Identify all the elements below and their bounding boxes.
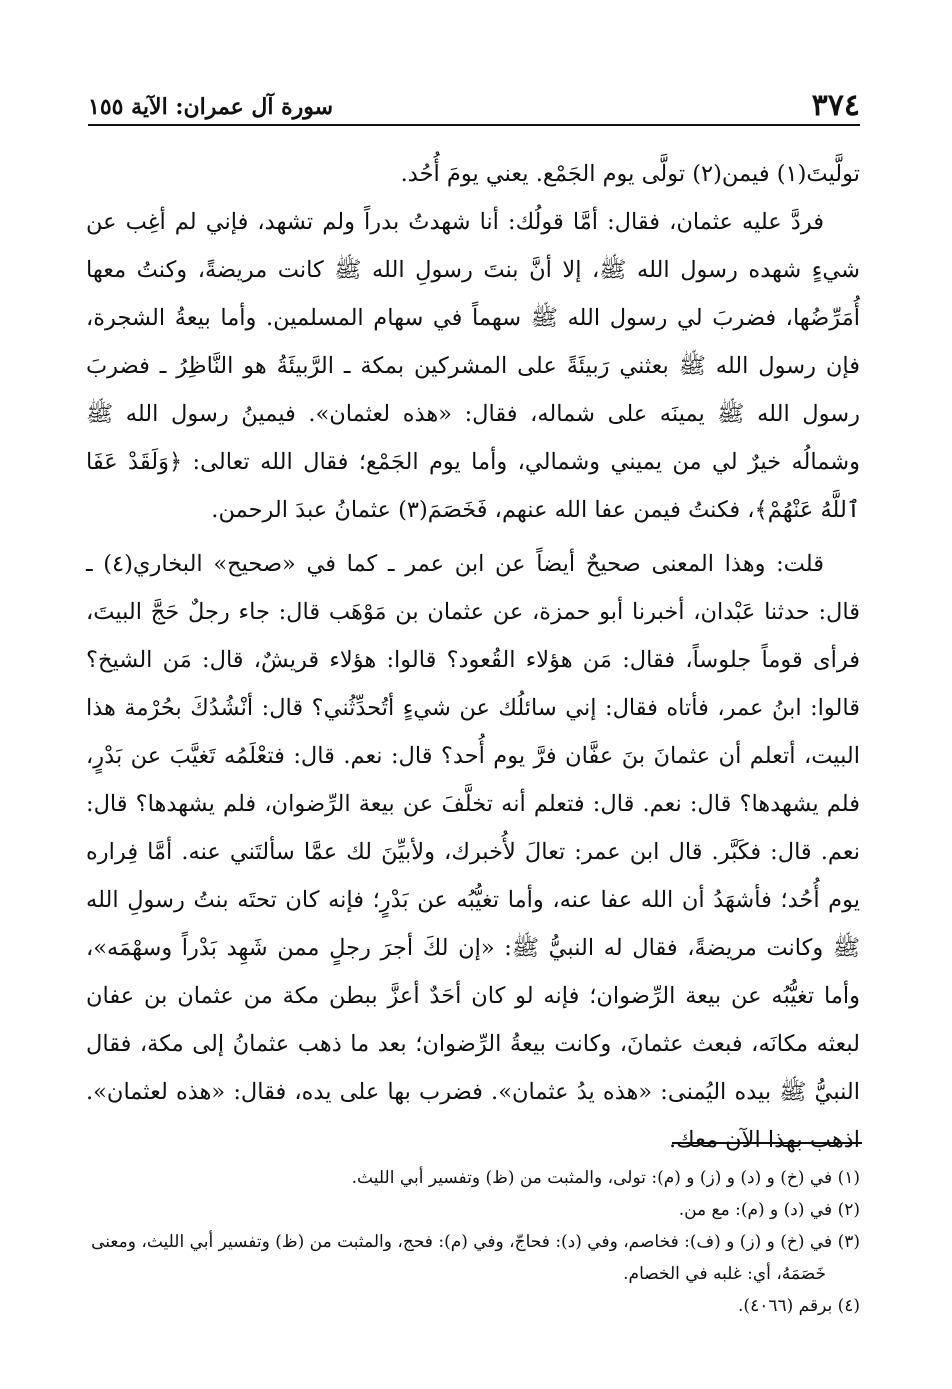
paragraph-2: فردَّ عليه عثمان، فقال: أمَّا قولُك: أنا شهدتُ بدراً ولم تشهد، فإني لم أغِب عن شيءٍ شهده رسول الله ﷺ، إلا أنَّ بنتَ رسولِ الله ﷺ كانت مريضةً، وكنتُ معها أُمَرِّضُها، فضربَ لي رسول الله ﷺ سهماً في سهام المسلمين. وأما بيعةُ الشجرة، فإن رسول الله ﷺ بعثني رَبيئَةً على المشركين بمكة ـ الرَّبيئَةُ هو النَّاظِرُ ـ فضربَ رسول الله ﷺ يمينَه على شماله، فقال: «هذه لعثمان». فيمينُ رسول الله ﷺ وشمالُه خيرٌ لي من يميني وشمالي، وأما يوم الجَمْع؛ فقال الله تعالى: ﴿وَلَقَدْ عَفَا ٱللَّهُ عَنْهُمْ﴾، فكنتُ فيمن عفا الله عنهم، فَخَصَمَ(٣) عثمانُ عبدَ الرحمن.	[86, 209, 860, 523]
footnote-3: (٣) في (خ) و (ز) و (ف): فخاصم، وفي (د): فحاجّ، وفي (م): فحج، والمثبت من (ظ) وتفسير أبي الليث، ومعنى خَصَمَهُ، أي: غلبه في الخصام.	[91, 1232, 860, 1284]
paragraph-1: تولَّيتَ(١) فيمن(٢) تولَّى يوم الجَمْع. يعني يومَ أُحُد.	[400, 161, 860, 187]
running-title: سورة آل عمران: الآية ١٥٥	[88, 94, 334, 120]
header-rule	[88, 124, 860, 126]
paragraph-3: قلت: وهذا المعنى صحيحٌ أيضاً عن ابن عمر ـ كما في «صحيح» البخاري(٤) ـ قال: حدثنا عَبْدان، أخبرنا أبو حمزة، عن عثمان بن مَوْهَب قال: جاء رجلٌ حَجَّ البيتَ، فرأى قوماً جلوساً، فقال: مَن هؤلاء القُعود؟ قالوا: هؤلاء قريشٌ، قال: مَن الشيخ؟ قالوا: ابنُ عمر، فأتاه فقال: إني سائلُك عن شيءٍ أتُحدِّثُني؟ قال: أنْشُدُكَ بحُرْمة هذا البيت، أتعلم أن عثمانَ بنَ عفَّان فرَّ يوم أُحد؟ قال: نعم. قال: فتعْلَمُه تَغيَّبَ عن بَدْرٍ، فلم يشهدها؟ قال: نعم. قال: فتعلم أنه تخلَّفَ عن بيعة الرِّضوان، فلم يشهدها؟ قال: نعم. قال: فكَبَّر. قال ابن عمر: تعالَ لأُخبرك، ولأبيِّنَ لك عمَّا سألتَني عنه. أمَّا فِراره يوم أُحُد؛ فأشهَدُ أن الله عفا عنه، وأما تغيُّبُه عن بَدْرٍ؛ فإنه كان تحتَه بنتُ رسولِ الله ﷺ وكانت مريضةً، فقال له النبيُّ ﷺ: «إن لكَ أجرَ رجلٍ ممن شَهِد بَدْراً وسهْمَه»، وأما تغيُّبُه عن بيعة الرِّضوان؛ فإنه لو كان أحَدٌ أعزَّ ببطن مكة من عثمان بن عفان لبعثه مكانَه، فبعث عثمانَ، وكانت بيعةُ الرِّضوان؛ بعد ما ذهب عثمانُ إلى مكة، فقال النبيُّ ﷺ بيده اليُمنى: «هذه يدُ عثمان». فضرب بها على يده، فقال: «هذه لعثمان». اذهب بهذا الآن معك.	[86, 551, 860, 1153]
footnote-2: (٢) في (د) و (م): مع من.	[678, 1200, 860, 1220]
main-text	[86, 150, 860, 1164]
page-header	[88, 84, 860, 124]
footnote-1: (١) في (خ) و (د) و (ز) و (م): تولى، والمثبت من (ظ) وتفسير أبي الليث.	[351, 1168, 860, 1188]
footnotes	[86, 1162, 860, 1322]
footnote-rule	[672, 1142, 862, 1144]
footnote-4: (٤) برقم (٤٠٦٦).	[738, 1296, 860, 1316]
page-number: ٣٧٤	[811, 88, 860, 123]
